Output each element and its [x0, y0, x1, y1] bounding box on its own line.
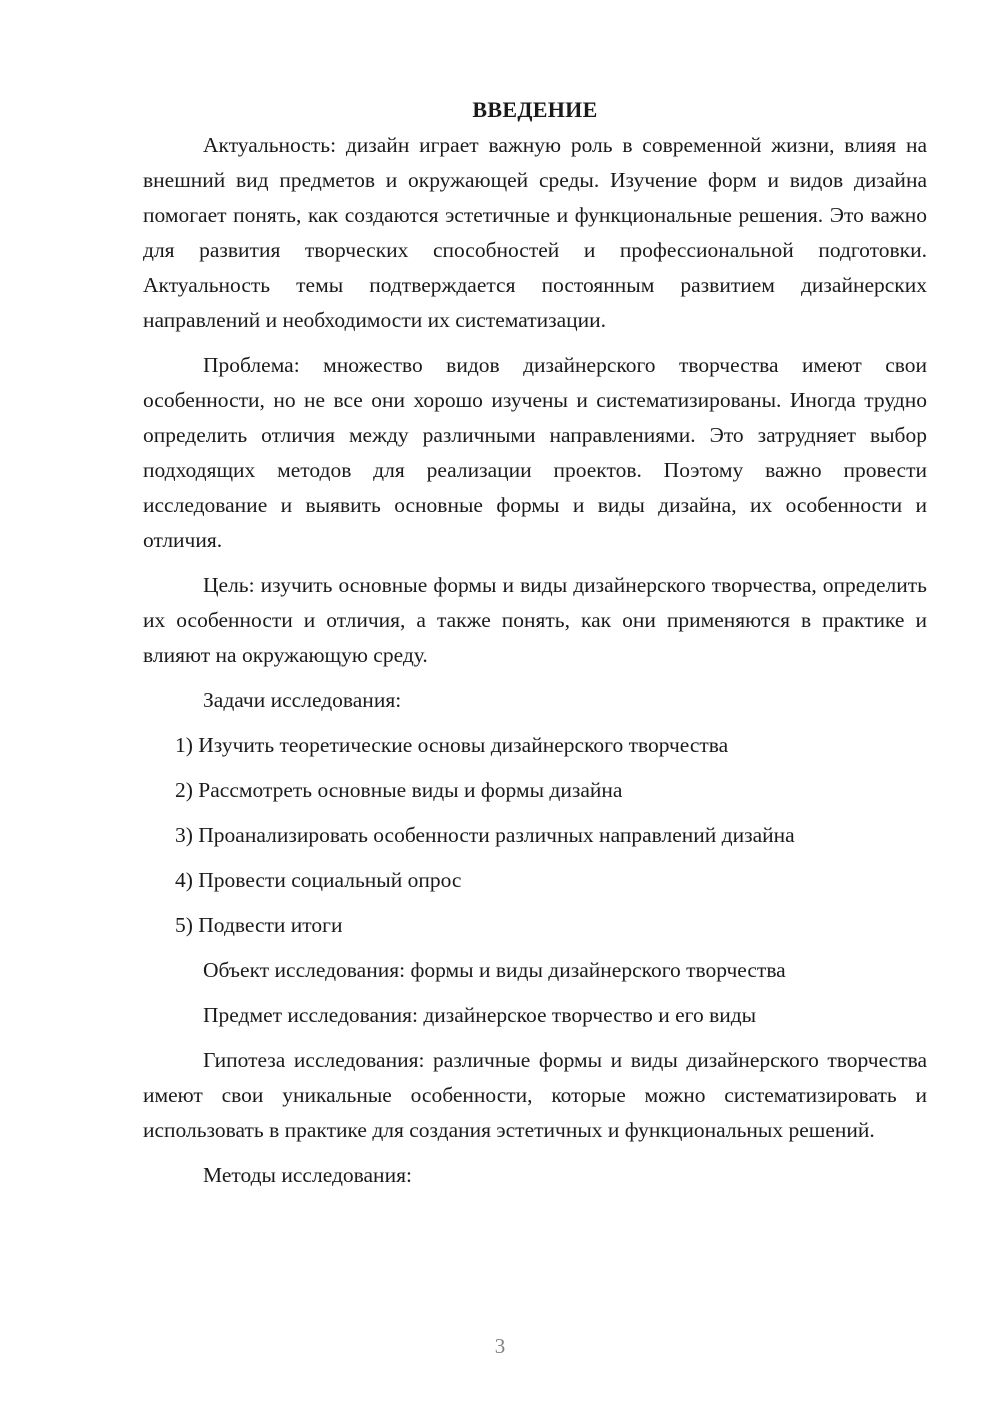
- list-item: 1) Изучить теоретические основы дизайнерского творчества: [175, 733, 729, 757]
- list-item: 3) Проанализировать особенности различных направлений дизайна: [175, 823, 795, 847]
- object-line: Объект исследования: формы и виды дизайнерского творчества: [203, 958, 786, 982]
- subject-line: Предмет исследования: дизайнерское творчество и его виды: [203, 1003, 757, 1027]
- tasks-list: [143, 728, 927, 943]
- list-item: 4) Провести социальный опрос: [175, 868, 462, 892]
- methods-heading: Методы исследования:: [203, 1163, 412, 1187]
- problem-paragraph: Проблема: множество видов дизайнерского творчества имеют свои особенности, но не все они хорошо изучены и систематизированы. Иногда трудно определить отличия между различными направлениями. Это затрудняет выбор подходящих методов для реализации проектов. Поэтому важно провести исследование и выявить основные формы и виды дизайна, их особенности и отличия.: [143, 353, 927, 552]
- document-page: [143, 94, 927, 1193]
- list-item: 2) Рассмотреть основные виды и формы дизайна: [175, 778, 623, 802]
- tasks-heading: Задачи исследования:: [203, 688, 402, 712]
- list-item: 5) Подвести итоги: [175, 913, 343, 937]
- hypothesis-paragraph: Гипотеза исследования: различные формы и виды дизайнерского творчества имеют свои уникальные особенности, которые можно систематизировать и использовать в практике для создания эстетичных и функциональных решений.: [143, 1048, 927, 1142]
- section-title: ВВЕДЕНИЕ: [472, 97, 598, 122]
- goal-paragraph: Цель: изучить основные формы и виды дизайнерского творчества, определить их особенности и отличия, а также понять, как они применяются в практике и влияют на окружающую среду.: [143, 573, 927, 667]
- page-number: 3: [494, 1334, 506, 1358]
- relevance-paragraph: Актуальность: дизайн играет важную роль в современной жизни, влияя на внешний вид предметов и окружающей среды. Изучение форм и видов дизайна помогает понять, как создаются эстетичные и функциональные решения. Это важно для развития творческих способностей и профессиональной подготовки. Актуальность темы подтверждается постоянным развитием дизайнерских направлений и необходимости их систематизации.: [143, 133, 927, 332]
